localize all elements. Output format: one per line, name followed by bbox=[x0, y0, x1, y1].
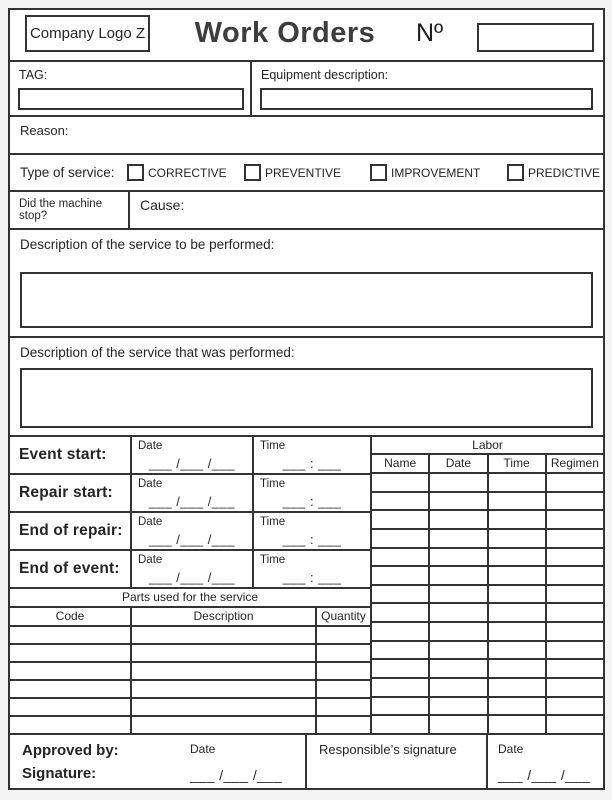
parts-row bbox=[10, 717, 370, 733]
labor-row-cell[interactable] bbox=[545, 586, 603, 603]
parts-row-cell[interactable] bbox=[132, 699, 317, 715]
parts-row bbox=[10, 645, 370, 663]
machine-stop-field[interactable] bbox=[10, 192, 130, 228]
labor-row bbox=[372, 474, 603, 493]
corrective-checkbox[interactable] bbox=[127, 164, 144, 181]
labor-row bbox=[372, 530, 603, 549]
equipment-label: Equipment description: bbox=[261, 68, 389, 82]
service-type-label: Type of service: bbox=[20, 165, 115, 180]
repair-start-time-field[interactable] bbox=[254, 475, 370, 511]
labor-row-cell[interactable] bbox=[545, 474, 603, 491]
labor-row-cell[interactable] bbox=[487, 549, 545, 566]
parts-row-cell[interactable] bbox=[317, 717, 370, 733]
time-label: Time bbox=[260, 478, 286, 490]
labor-row-cell[interactable] bbox=[545, 604, 603, 621]
end-of-event-date-field[interactable] bbox=[132, 551, 254, 587]
labor-table bbox=[370, 437, 603, 733]
parts-row-cell[interactable] bbox=[10, 663, 132, 679]
service-option-corrective bbox=[127, 164, 227, 181]
machine-stop-question: Did the machine stop? bbox=[19, 198, 103, 222]
labor-row-cell[interactable] bbox=[372, 567, 428, 584]
signature-label: Signature: bbox=[22, 765, 97, 782]
labor-row-cell[interactable] bbox=[428, 716, 486, 733]
date-label: Date bbox=[138, 478, 163, 490]
labor-row-cell[interactable] bbox=[487, 604, 545, 621]
preventive-label: PREVENTIVE bbox=[265, 165, 342, 180]
labor-col-time: Time bbox=[487, 455, 545, 472]
end-of-event-label: End of event: bbox=[10, 551, 132, 587]
labor-row-cell[interactable] bbox=[545, 511, 603, 528]
date-placeholder: ___ /___ /___ bbox=[148, 570, 236, 585]
end-of-repair-label: End of repair: bbox=[10, 513, 132, 549]
labor-row-cell[interactable] bbox=[372, 679, 428, 696]
labor-row-cell[interactable] bbox=[487, 586, 545, 603]
date-placeholder: ___ /___ /___ bbox=[148, 456, 236, 471]
labor-row-cell[interactable] bbox=[545, 679, 603, 696]
labor-row-cell[interactable] bbox=[487, 679, 545, 696]
cause-label: Cause: bbox=[140, 197, 185, 213]
responsible-signature-field[interactable] bbox=[307, 735, 488, 788]
labor-row-cell[interactable] bbox=[487, 530, 545, 547]
date-placeholder: ___ /___ /___ bbox=[148, 532, 236, 547]
service-option-improvement bbox=[370, 164, 480, 181]
identification-row bbox=[10, 62, 603, 117]
labor-row-cell[interactable] bbox=[428, 474, 486, 491]
date-placeholder: ___ /___ /___ bbox=[190, 767, 283, 783]
company-logo-text: Company Logo Z bbox=[29, 25, 146, 42]
parts-row-cell[interactable] bbox=[317, 645, 370, 661]
labor-row-cell[interactable] bbox=[372, 586, 428, 603]
labor-col-name: Name bbox=[384, 456, 417, 470]
company-logo bbox=[25, 15, 150, 52]
labor-row-cell[interactable] bbox=[487, 716, 545, 733]
labor-row bbox=[372, 660, 603, 679]
time-label: Time bbox=[260, 554, 286, 566]
labor-row bbox=[372, 716, 603, 733]
time-placeholder: ___ : ___ bbox=[282, 456, 342, 471]
labor-row bbox=[372, 549, 603, 568]
repair-start-label: Repair start: bbox=[10, 475, 132, 511]
parts-row-cell[interactable] bbox=[317, 627, 370, 643]
parts-table-header bbox=[10, 608, 370, 627]
events-labor-section bbox=[10, 437, 603, 735]
parts-row bbox=[10, 699, 370, 717]
labor-row-cell[interactable] bbox=[372, 642, 428, 659]
labor-row bbox=[372, 586, 603, 605]
stop-cause-row bbox=[10, 192, 603, 230]
tag-label: TAG: bbox=[19, 68, 48, 82]
labor-row-cell[interactable] bbox=[372, 623, 428, 640]
labor-row bbox=[372, 623, 603, 642]
repair-start-date-field[interactable] bbox=[132, 475, 254, 511]
labor-row-cell[interactable] bbox=[428, 530, 486, 547]
labor-row-cell[interactable] bbox=[487, 493, 545, 510]
labor-row-cell[interactable] bbox=[545, 698, 603, 715]
service-type-row bbox=[10, 155, 603, 192]
parts-col-code: Code bbox=[10, 608, 132, 625]
labor-row-cell[interactable] bbox=[545, 567, 603, 584]
page-title: Work Orders bbox=[194, 17, 376, 49]
labor-row-cell[interactable] bbox=[372, 698, 428, 715]
labor-row-cell[interactable] bbox=[487, 623, 545, 640]
parts-row-cell[interactable] bbox=[10, 627, 132, 643]
cause-field[interactable] bbox=[130, 192, 603, 228]
parts-row-cell[interactable] bbox=[10, 645, 132, 661]
end-of-repair-row bbox=[10, 513, 370, 551]
time-label: Time bbox=[260, 440, 286, 452]
end-of-event-time-field[interactable] bbox=[254, 551, 370, 587]
responsible-date-cell bbox=[488, 735, 603, 788]
improvement-checkbox[interactable] bbox=[370, 164, 387, 181]
reason-label: Reason: bbox=[20, 123, 69, 138]
order-number-label: Nº bbox=[416, 19, 444, 47]
event-start-row bbox=[10, 437, 370, 475]
time-placeholder: ___ : ___ bbox=[282, 532, 342, 547]
service-option-preventive bbox=[244, 164, 341, 181]
labor-row bbox=[372, 493, 603, 512]
end-of-repair-time-field[interactable] bbox=[254, 513, 370, 549]
parts-row-cell[interactable] bbox=[132, 681, 317, 697]
labor-row-cell[interactable] bbox=[428, 642, 486, 659]
labor-row bbox=[372, 642, 603, 661]
parts-table-title: Parts used for the service bbox=[10, 589, 370, 608]
approved-by-label: Approved by: bbox=[22, 742, 119, 759]
date-label: Date bbox=[190, 742, 216, 756]
responsible-signature-label: Responsible’s signature bbox=[319, 742, 457, 757]
labor-row-cell[interactable] bbox=[487, 642, 545, 659]
parts-col-quantity: Quantity bbox=[321, 609, 366, 623]
parts-row-cell[interactable] bbox=[132, 663, 317, 679]
reason-field[interactable] bbox=[10, 117, 603, 155]
parts-row bbox=[10, 627, 370, 645]
parts-row-cell[interactable] bbox=[132, 717, 317, 733]
event-start-date-field[interactable] bbox=[132, 437, 254, 473]
parts-row-cell[interactable] bbox=[317, 681, 370, 697]
labor-row-cell[interactable] bbox=[372, 549, 428, 566]
event-start-label: Event start: bbox=[10, 437, 132, 473]
labor-row-cell[interactable] bbox=[487, 660, 545, 677]
labor-row-cell[interactable] bbox=[428, 679, 486, 696]
labor-table-header bbox=[372, 455, 603, 474]
labor-row bbox=[372, 567, 603, 586]
labor-row bbox=[372, 511, 603, 530]
event-start-time-field[interactable] bbox=[254, 437, 370, 473]
labor-row-cell[interactable] bbox=[487, 474, 545, 491]
equipment-input[interactable] bbox=[260, 88, 593, 110]
labor-row-cell[interactable] bbox=[372, 660, 428, 677]
service-performed-label: Description of the service that was performed: bbox=[20, 345, 295, 360]
date-label: Date bbox=[138, 554, 163, 566]
responsible-date-field[interactable] bbox=[498, 740, 598, 783]
parts-rows bbox=[10, 627, 370, 733]
end-of-event-row bbox=[10, 551, 370, 589]
labor-row-cell[interactable] bbox=[428, 586, 486, 603]
date-placeholder: ___ /___ /___ bbox=[498, 767, 591, 783]
labor-row-cell[interactable] bbox=[545, 493, 603, 510]
form-body bbox=[8, 8, 605, 790]
service-performed-section bbox=[10, 338, 603, 437]
labor-row-cell[interactable] bbox=[428, 511, 486, 528]
time-placeholder: ___ : ___ bbox=[282, 570, 342, 585]
improvement-label: IMPROVEMENT bbox=[391, 165, 481, 180]
date-label: Date bbox=[138, 516, 163, 528]
labor-col-date: Date bbox=[428, 455, 486, 472]
labor-row-cell[interactable] bbox=[487, 698, 545, 715]
labor-col-regimen: Regimen bbox=[545, 455, 603, 472]
date-placeholder: ___ /___ /___ bbox=[148, 494, 236, 509]
labor-table-title: Labor bbox=[372, 437, 603, 455]
labor-row bbox=[372, 679, 603, 698]
order-number-input[interactable] bbox=[477, 23, 594, 52]
labor-row-cell[interactable] bbox=[372, 604, 428, 621]
date-label: Date bbox=[498, 742, 524, 756]
parts-row-cell[interactable] bbox=[132, 645, 317, 661]
labor-rows bbox=[372, 474, 603, 733]
parts-row-cell[interactable] bbox=[10, 681, 132, 697]
parts-row-cell[interactable] bbox=[132, 627, 317, 643]
parts-row-cell[interactable] bbox=[317, 699, 370, 715]
repair-start-row bbox=[10, 475, 370, 513]
service-option-predictive bbox=[507, 164, 600, 181]
labor-row bbox=[372, 698, 603, 717]
service-planned-input[interactable] bbox=[20, 272, 593, 328]
labor-row-cell[interactable] bbox=[372, 511, 428, 528]
labor-row-cell[interactable] bbox=[428, 604, 486, 621]
approval-footer bbox=[10, 735, 603, 788]
parts-row bbox=[10, 681, 370, 699]
tag-cell bbox=[10, 62, 252, 115]
approved-by-cell bbox=[10, 735, 307, 788]
labor-row-cell[interactable] bbox=[428, 698, 486, 715]
labor-row-cell[interactable] bbox=[487, 511, 545, 528]
preventive-checkbox[interactable] bbox=[244, 164, 261, 181]
parts-col-description: Description bbox=[132, 608, 317, 625]
labor-row-cell[interactable] bbox=[372, 474, 428, 491]
parts-row-cell[interactable] bbox=[317, 663, 370, 679]
time-label: Time bbox=[260, 516, 286, 528]
parts-row-cell[interactable] bbox=[10, 699, 132, 715]
time-placeholder: ___ : ___ bbox=[282, 494, 342, 509]
parts-row-cell[interactable] bbox=[10, 717, 132, 733]
date-label: Date bbox=[138, 440, 163, 452]
labor-row-cell[interactable] bbox=[428, 493, 486, 510]
labor-row-cell[interactable] bbox=[545, 642, 603, 659]
tag-input[interactable] bbox=[18, 88, 244, 110]
labor-row-cell[interactable] bbox=[545, 623, 603, 640]
labor-row-cell[interactable] bbox=[372, 530, 428, 547]
labor-row-cell[interactable] bbox=[545, 549, 603, 566]
labor-row-cell[interactable] bbox=[372, 493, 428, 510]
end-of-repair-date-field[interactable] bbox=[132, 513, 254, 549]
service-planned-section bbox=[10, 230, 603, 338]
labor-row-cell[interactable] bbox=[428, 549, 486, 566]
predictive-checkbox[interactable] bbox=[507, 164, 524, 181]
approval-date-field[interactable] bbox=[190, 740, 302, 783]
labor-row-cell[interactable] bbox=[428, 623, 486, 640]
labor-row-cell[interactable] bbox=[372, 716, 428, 733]
labor-row-cell[interactable] bbox=[545, 660, 603, 677]
events-parts-column bbox=[10, 437, 370, 733]
labor-row-cell[interactable] bbox=[545, 716, 603, 733]
labor-row-cell[interactable] bbox=[487, 567, 545, 584]
equipment-cell bbox=[252, 62, 603, 115]
service-planned-label: Description of the service to be performed: bbox=[20, 237, 275, 252]
labor-row-cell[interactable] bbox=[428, 567, 486, 584]
corrective-label: CORRECTIVE bbox=[148, 165, 227, 180]
labor-row-cell[interactable] bbox=[428, 660, 486, 677]
labor-row-cell[interactable] bbox=[545, 530, 603, 547]
predictive-label: PREDICTIVE bbox=[528, 165, 601, 180]
form-header bbox=[10, 10, 603, 62]
labor-row bbox=[372, 604, 603, 623]
service-performed-input[interactable] bbox=[20, 368, 593, 428]
parts-row bbox=[10, 663, 370, 681]
